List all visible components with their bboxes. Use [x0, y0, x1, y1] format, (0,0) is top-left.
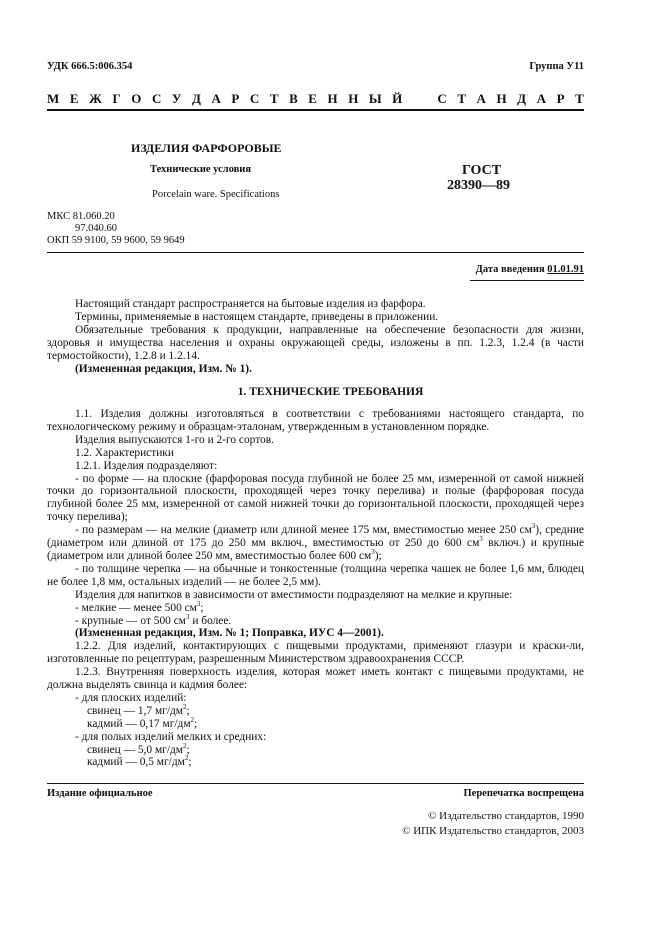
banner-r4: Д — [517, 91, 527, 106]
standard-subtitle: Технические условия — [150, 164, 252, 175]
sorts-text: Изделия выпускаются 1-го и 2-го сортов. — [75, 433, 274, 446]
banner-r3: Н — [496, 91, 507, 106]
sup-3: 3 — [196, 599, 201, 608]
banner-r2: А — [476, 91, 486, 106]
banner-l5: С — [151, 91, 162, 106]
banner-l1: Е — [69, 91, 79, 106]
okp-code: ОКП 59 9100, 59 9600, 59 9649 — [47, 235, 185, 246]
clause-1-2-2: 1.2.2. Для изделий, контактирующих с пищевыми продуктами, применяют глазури и краски-ли, изготовленные по рецептурам, разрешенным Министерством здравоохранения СССР. — [47, 640, 584, 666]
semi: ; — [188, 756, 192, 769]
small-end: ; — [200, 601, 204, 614]
banner-l10: С — [249, 91, 260, 106]
intro-requirements: Обязательные требования к продукции, направленные на обеспечение безопасности для жизни, здоровья и имущества населения и охраны окружающей среды, изложены в пп. 1.2.3, 1.2.4 (в части термостойкости), 1.2.8 и 1.2.14. — [47, 323, 584, 362]
semi: ; — [194, 717, 198, 730]
mks-code-1: МКС 81.060.20 — [47, 211, 115, 222]
banner-r5: А — [536, 91, 547, 106]
group-code: Группа У11 — [529, 61, 584, 72]
clause-1-2: 1.2. Характеристики — [75, 446, 174, 459]
banner-l13: Е — [308, 91, 317, 106]
flat-cadmium-text: кадмий — 0,17 мг/дм — [87, 717, 191, 730]
banner-l4: О — [131, 91, 142, 106]
section-heading: 1. ТЕХНИЧЕСКИЕ ТРЕБОВАНИЯ — [237, 386, 424, 398]
drinks-text: Изделия для напитков в зависимости от вместимости подразделяют на мелкие и крупные: — [75, 588, 513, 601]
large-drinks — [47, 612, 584, 628]
standard-title: ИЗДЕЛИЯ ФАРФОРОВЫЕ — [131, 141, 282, 155]
english-title: Porcelain ware. Specifications — [152, 189, 280, 200]
banner-l11: Т — [269, 91, 279, 106]
flat-cadmium — [47, 715, 584, 731]
hollow-cadmium — [47, 756, 584, 769]
intro-terms: Термины, применяемые в настоящем стандарте, приведены в приложении. — [75, 310, 439, 323]
intro-date-value: 01.01.91 — [547, 264, 584, 275]
banner-l12: В — [289, 91, 298, 106]
banner-gap — [413, 91, 427, 107]
flat-lead-text: свинец — 1,7 мг/дм — [87, 704, 183, 717]
intro-date — [476, 264, 584, 275]
size-text-c: включ.) и крупные (диаметром или длиной более 250 мм, вместимостью более 600 см — [47, 537, 585, 562]
sup-3: 3 — [185, 612, 190, 621]
banner-l7: Д — [191, 91, 201, 106]
size-text-a: - по размерам — на мелкие (диаметр или длиной менее 175 мм, вместимостью менее 250 см — [75, 524, 532, 537]
form-item: - по форме — на плоские (фарфоровая посуда глубиной не более 25 мм, измеренной от самой нижней точки до горизонтальной плоскости, проходящей через точку перелива) и полые (фарфоровая посуда глубиной более 25 мм, измеренной от самой нижней точки до горизонтальной плоскости, проходящей через точку перелива); — [47, 472, 584, 524]
sup-3: 3 — [479, 535, 483, 544]
banner-l9: Р — [231, 91, 240, 106]
sup-2: 2 — [183, 741, 187, 750]
banner-l16: Ы — [368, 91, 382, 106]
flat-label: - для плоских изделий: — [75, 691, 187, 704]
banner-l2: Ж — [89, 91, 102, 106]
hollow-lead-text: свинец — 5,0 мг/дм — [87, 743, 183, 756]
banner-r1: Т — [457, 91, 466, 106]
hollow-lead — [47, 741, 584, 757]
clause-1-2-3: 1.2.3. Внутренняя поверхность изделия, которая может иметь контакт с пищевыми продуктами, не должна выделять свинца и кадмия более: — [47, 666, 584, 692]
sup-2: 2 — [183, 703, 187, 712]
intro-scope: Настоящий стандарт распространяется на бытовые изделия из фарфора. — [75, 298, 426, 310]
copyright-1990: © Издательство стандартов, 1990 — [428, 810, 584, 822]
banner-r7: Т — [575, 91, 584, 106]
banner-l3: Г — [112, 91, 121, 106]
size-text-b: ), средние (диаметром или длиной от 175 до 250 мм включ., вместимостью от 250 до 600 см — [47, 524, 584, 550]
gost-label: ГОСТ — [462, 163, 502, 178]
banner-l6: У — [171, 91, 182, 106]
sup-3: 3 — [531, 522, 536, 531]
hollow-cadmium-text: кадмий — 0,5 мг/дм — [87, 756, 185, 769]
sup-2: 2 — [184, 754, 189, 763]
banner-l17: Й — [392, 91, 403, 106]
clause-1-2-1: 1.2.1. Изделия подразделяют: — [75, 459, 218, 472]
banner-l15: Н — [348, 91, 359, 106]
banner-r6: Р — [556, 91, 565, 106]
banner-l0: М — [47, 91, 60, 106]
intro-section — [47, 298, 584, 375]
small-text: - мелкие — менее 500 см — [75, 601, 197, 614]
section-body — [47, 408, 584, 769]
sup-3: 3 — [371, 548, 375, 557]
reprint-notice: Перепечатка воспрещена — [463, 788, 584, 799]
amendment-2: (Измененная редакция, Изм. № 1; Поправка, ИУС 4—2001). — [75, 627, 384, 640]
clause-1-1: 1.1. Изделия должны изготовляться в соответствии с требованиями настоящего стандарта, по технологическому режиму и образцам-эталонам, утвержденным в установленном порядке. — [47, 408, 584, 433]
flat-lead — [47, 705, 584, 718]
udc-code: УДК 666.5:006.354 — [47, 61, 133, 72]
banner-r0: С — [437, 91, 447, 106]
semi: ; — [186, 704, 190, 717]
wall-item: - по толщине черепка — на обычные и тонкостенные (толщина черепка чашек не более 1,6 мм, блюдец не более 1,8 мм, остальных изделий — не более 2,5 мм). — [47, 562, 584, 588]
semi: ; — [186, 743, 190, 756]
size-item — [47, 524, 584, 563]
banner-rule — [47, 109, 584, 111]
size-text-d: ); — [374, 549, 382, 562]
footer-rule — [47, 783, 584, 784]
large-text: - крупные — от 500 см — [75, 614, 186, 627]
hollow-label: - для полых изделий мелких и средних: — [75, 730, 267, 743]
intro-date-label: Дата введения — [475, 264, 545, 275]
banner-l8: А — [211, 91, 221, 106]
mks-code-2: 97.040.60 — [75, 223, 117, 234]
banner-l14: Н — [327, 91, 338, 106]
gost-number: 28390—89 — [447, 178, 510, 193]
small-drinks — [47, 599, 584, 615]
sup-2: 2 — [190, 715, 195, 724]
date-rule — [470, 280, 584, 281]
official-edition: Издание официальное — [47, 788, 153, 799]
intro-amendment: (Измененная редакция, Изм. № 1). — [75, 362, 252, 375]
standard-banner — [47, 91, 584, 107]
copyright-2003: © ИПК Издательство стандартов, 2003 — [402, 825, 584, 837]
large-end: и более. — [189, 614, 232, 627]
title-rule — [47, 252, 584, 253]
